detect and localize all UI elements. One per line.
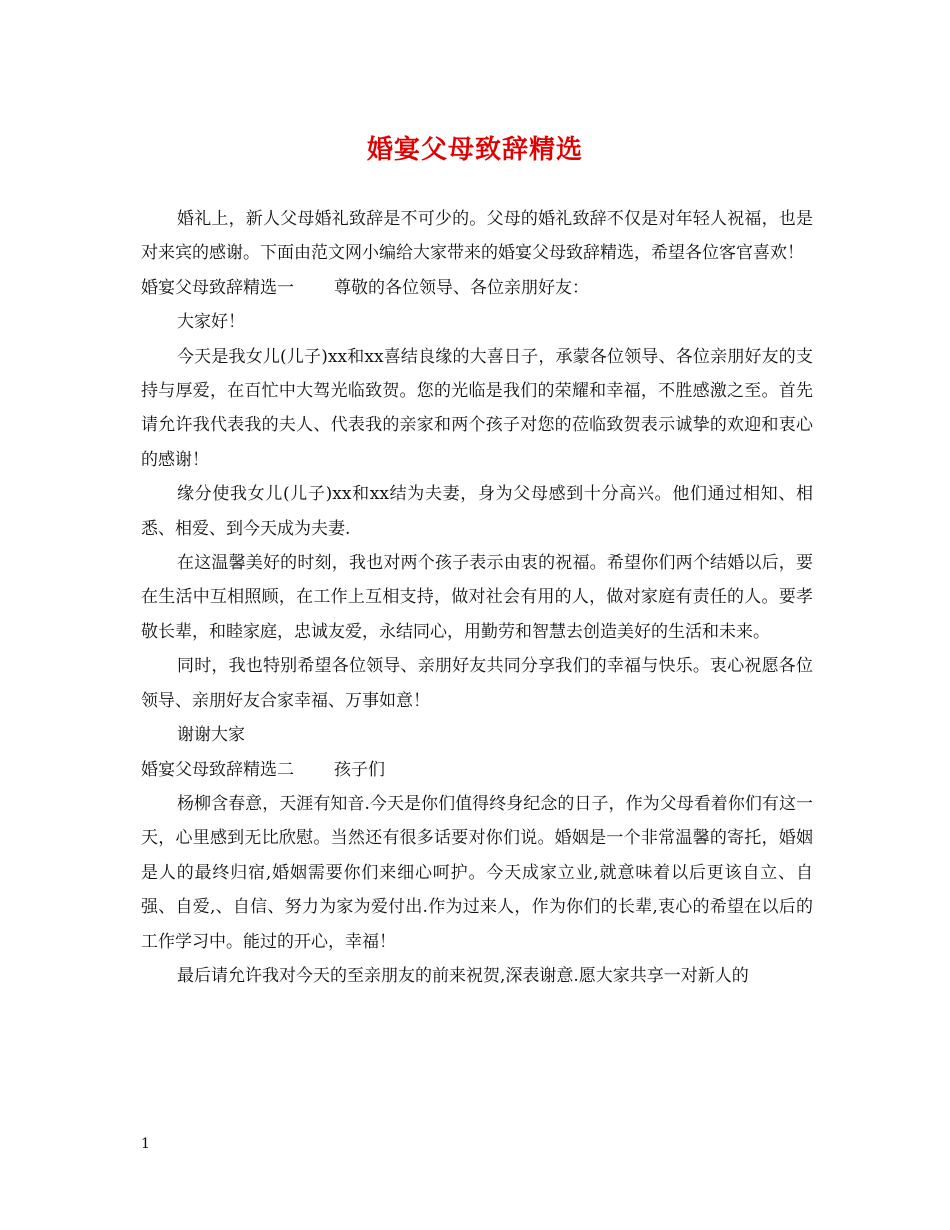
section-1-paragraph-2: 缘分使我女儿(儿子)xx和xx结为夫妻，身为父母感到十分高兴。他们通过相知、相悉、相爱、到今天成为夫妻.	[141, 484, 813, 539]
section-1-paragraph-1: 今天是我女儿(儿子)xx和xx喜结良缘的大喜日子，承蒙各位领导、各位亲朋好友的支持与厚爱，在百忙中大驾光临致贺。您的光临是我们的荣耀和幸福，不胜感激之至。首先请允许我代表我的夫人、代表我的亲家和两个孩子对您的莅临致贺表示诚挚的欢迎和衷心的感谢！	[141, 346, 813, 470]
document-title: 婚宴父母致辞精选	[366, 135, 583, 165]
page-number: 1	[141, 1136, 150, 1152]
intro-paragraph: 婚礼上，新人父母婚礼致辞是不可少的。父母的婚礼致辞不仅是对年轻人祝福，也是对来宾的感谢。下面由范文网小编给大家带来的婚宴父母致辞精选，希望各位客官喜欢！	[141, 209, 813, 264]
section-1-greeting: 大家好！	[177, 312, 245, 333]
section-1-heading: 婚宴父母致辞精选一	[141, 277, 294, 298]
section-1-salutation: 尊敬的各位领导、各位亲朋好友：	[334, 277, 589, 298]
document-body	[141, 202, 813, 993]
section-1-paragraph-3: 在这温馨美好的时刻，我也对两个孩子表示由衷的祝福。希望你们两个结婚以后，要在生活中互相照顾，在工作上互相支持，做对社会有用的人，做对家庭有责任的人。要孝敬长辈，和睦家庭，忠诚友爱，永结同心，用勤劳和智慧去创造美好的生活和未来。	[141, 553, 813, 642]
section-1-closing: 谢谢大家	[177, 725, 245, 746]
section-1-paragraph-4: 同时，我也特别希望各位领导、亲朋好友共同分享我们的幸福与快乐。衷心祝愿各位领导、亲朋好友合家幸福、万事如意！	[141, 656, 813, 711]
section-2-paragraph-2: 最后请允许我对今天的至亲朋友的前来祝贺,深表谢意.愿大家共享一对新人的	[177, 965, 749, 986]
section-2-paragraph-1: 杨柳含春意，天涯有知音.今天是你们值得终身纪念的日子，作为父母看着你们有这一天，心里感到无比欣慰。当然还有很多话要对你们说。婚姻是一个非常温馨的寄托，婚姻是人的最终归宿,婚姻需要你们来细心呵护。今天成家立业,就意味着以后更该自立、自强、自爱,、自信、努力为家为爱付出.作为过来人，作为你们的长辈,衷心的希望在以后的工作学习中。能过的开心，幸福！	[141, 793, 813, 952]
section-2-salutation: 孩子们	[334, 759, 385, 780]
section-2-heading-line	[141, 753, 813, 787]
section-1-heading-line	[141, 271, 813, 305]
section-2-heading: 婚宴父母致辞精选二	[141, 759, 294, 780]
